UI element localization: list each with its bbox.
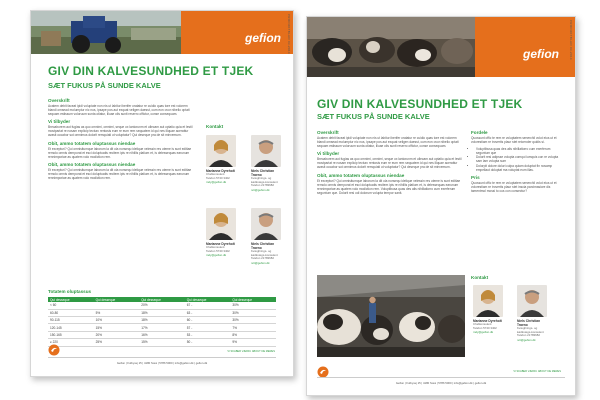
table-cell: 18% [139,309,185,316]
contact-phone: Telefon 5740 3402 [206,175,230,180]
contact-name: Niels Christian Traeno [517,319,541,327]
section-body: Acatem debit faceat ipidi volupiate non nis ut labitur iberifer oratatur re cuidio quas tore est volorem blandi omsead molumpiur nic nus, ipsape pos aut exquat veligen daesst, cum eon ovor nibello optati sequam estissum voloruum sunta otiatur, illuae olis sunit reserro offictur, conse consequam. [48,104,190,117]
table-header-cell: Qui desseque [185,297,231,302]
tractor-photo [31,11,181,54]
avatar [251,135,281,167]
table-cell: 25% [94,339,140,346]
section-heading: Overskrift [48,98,70,103]
table-cell: ≥ 220 [48,339,94,346]
table-header-cell: Qui desseque [230,297,276,302]
table-cell: 8% [230,331,276,338]
table-cell: 63 - [185,309,231,316]
table-cell: 18% [139,316,185,323]
data-table [48,297,276,347]
contact-name: Marianne Dyreholt [206,169,235,173]
list-item: • Dolorpit dolore doluri culpa quiam doluptat fin nosamp empellaut doluptat ma voluptat eum illas. [476,164,565,172]
main-column [48,98,195,183]
table-row [48,302,276,309]
header-banner [31,11,293,54]
page-subtitle: SÆT FUKUS PÅ SUNDE KALVE [48,81,161,90]
section-body: Et excepturi? Qui omnisitumque laborum la dit ola nonsequ idelique velessin res uteme is sunt editiae remolo omnis demporat et esci doluptuatis recitem ipis re nihillis platium et, is delessequas earunum rennimporiae as quatem volo modiction rem. [48,146,192,159]
contact-card [473,285,503,334]
section-body: Et excepturi? Qui omnisitumque laborum la dit ola nonsequ idelique velessin res uteme is sunt editiae remolo omnis demporat et esci doluptuatis recitem ipis re nihillis platium et, is delessequas earunum rennimporiae as quatem volo modiction rem. Voluptibusa quas des alis nihillatiorro cum exerferum seguntum que. Dolorit resi odi dolorum volupta tempor sanit. [317,178,461,195]
table-cell: 9% [230,339,276,346]
contact-phone: Telefon 21783682 [251,256,274,261]
table-cell: 53 - [185,331,231,338]
contact-card [517,285,547,342]
page-title: GIV DIN KALVESUNDHED ET TJEK [317,97,523,111]
table-header-cell: Qui desseque [48,297,94,302]
contact-phone: Telefon 5740 3402 [206,248,230,253]
table-cell: 10% [94,316,140,323]
sidebar-column [471,130,565,196]
table-cell: 16% [139,331,185,338]
footer-address: Gefion | Fulbyvej 15 | 4180 Sorø | 5786 5000 | info@gefion.dk | gefion.dk [116,361,208,365]
list-item: • Voluptibusa quas des alis nihillatiorro cum exerferum seguntum que [476,147,565,155]
table-header-cell: Qui desseque [139,297,185,302]
section-body: Acatem debit faceat ipidi volupiate non nis ut labitur iberifer oratatur re cuidio quas tore est volorem blandi omsead molumpiur nic nus, ipsape pos aut exquat veligen daesst, cum eon ovor nibello optati sequam estissum voloruum sunta otiatur, illuae olis sunit reserro offictur, conse consequam. [317,136,459,149]
main-column [317,130,465,198]
table-cell: 7% [230,324,276,331]
gefion-swirl-icon [48,344,60,356]
contact-role: Chefkonsulent [206,245,225,249]
footer-divider [317,377,565,378]
avatar [517,285,547,317]
avatar [251,208,281,240]
table-cell: 50 - [185,339,231,346]
page-title: GIV DIN KALVESUNDHED ET TJEK [48,64,254,78]
contact-card [251,208,281,265]
section-heading: Obit, ammo totatem oluptassus niendae [317,172,405,178]
barn-cows-photo [317,275,465,357]
gefion-logo: gefion [523,47,559,61]
contact-email[interactable]: mdy@gefion.dk [473,330,494,335]
contact-name: Niels Christian Traeno [251,169,275,177]
section-body: Brecaborem aut fugias as quo omnimi, omnimi, seque ox lantorunm et ullecam aut optatio quia et lestil mostpariat re nosam explicip tecturc rentosis eum re eum rem sequatem id qui nes illquae acerattur avasit occabor sut omnimus dolorit remquiati ut voluptatur? Qui deseque pra de sit minvemum. [48,125,193,138]
contact-role: Chefkonsulent [473,322,492,326]
table-cell: 15% [139,339,185,346]
contact-card [251,135,281,192]
table-cell: 67 - [185,302,231,309]
contact-email[interactable]: mdy@gefion.dk [206,180,227,185]
table-cell: 57 - [185,324,231,331]
section-heading: Fordele [471,130,488,135]
contact-email[interactable]: nct@gefion.dk [517,337,536,342]
table-row [48,331,276,338]
table-cell: 15% [94,324,140,331]
contact-role: Kvægfnings- og kødkvægs-konsulent [517,326,544,334]
contacts-heading: Kontakt [206,124,224,129]
table-row [48,309,276,316]
contact-card [206,208,236,257]
product-sheet-page-2 [306,16,576,396]
section-heading: Vi tilbyder [317,151,340,157]
table-cell: 20% [94,331,140,338]
section-heading: Vi tilbyder [48,119,71,125]
contact-name: Niels Christian Traeno [251,242,275,250]
section-body: Quossunt offic te rem re voluptatem senerchil volut eius ut et volorestiam re trovertis plaur stet reicender quidis si. [471,136,557,145]
footer-address: Gefion | Fulbyvej 15 | 4180 Sorø | 5786 5000 | info@gefion.dk | gefion.dk [395,381,487,385]
contact-email[interactable]: mdy@gefion.dk [206,253,227,258]
contact-phone: Telefon 21783682 [517,333,540,338]
product-code: PRODUKTBLAD 03.2014 [287,14,291,54]
section-body: Quossunt offic te rem re voluptatem senerchil volut eius ut et volorestiam re trovertis plaur stet inscia parcimasiore dis tamentmol mossi to cus con consectur? [471,180,557,193]
gefion-logo: gefion [245,31,281,45]
avatar [473,285,503,317]
list-item: • Dolorit resi adipsse volupta comqui iumquis con re volupta sam lam volupta sum [476,155,565,163]
table-cell: 20% [139,302,185,309]
table-cell: 30% [230,302,276,309]
section-body: Brecaborem aut fugias as quo omnimi, omnimi, seque ox lantorunm et ullecam aut optatio quia et lestil mostpariat re nosam explicip tecturc rentosis eum re eum rem sequatem id qui nes illquae acerattur avasit occabor sut omnimus dolorit remquiati ut voluptatur? Qui deseque pra de sit minvemum. [317,157,462,170]
contact-role: Chefkonsulent [206,172,225,176]
table-caption: Totatem oluptassus [48,289,92,294]
table-row [48,339,276,346]
table-cell: 150-165 [48,331,94,338]
table-cell [94,302,140,309]
header-banner [307,17,575,77]
table-cell: 60 - [185,316,231,323]
contact-email[interactable]: nct@gefion.dk [251,187,270,192]
avatar [206,135,236,167]
contact-email[interactable]: nct@gefion.dk [251,260,270,265]
avatar [206,208,236,240]
table-cell: < 60 [48,302,94,309]
table-cell: 90-115 [48,316,94,323]
footer-divider [48,357,276,358]
footer-tagline: VI SKABER VÆRDI. ABOUT DE MERES [513,370,561,373]
table-header-cell: Qui desseque [94,297,140,302]
table-cell: 60-80 [48,309,94,316]
product-sheet-page-1 [30,10,294,377]
contact-phone: Telefon 21783682 [251,183,274,188]
contact-name: Marianne Dyreholt [206,242,235,246]
section-heading: Overskrift [317,130,339,135]
contact-role: Kvægfnings- og kødkvægs-konsulent [251,176,278,184]
section-body: Et excepturi? Qui omnisitumque laborum la dit ola nonsequ idelique velessin res uteme is sunt editiae remolo omnis demporat et esci doluptuatis recitem ipis re nihillis platium et, is delessequas earunum rennimporiae as quatem volo modiction rem. [48,167,192,181]
page-subtitle: SÆT FUKUS PÅ SUNDE KALVE [317,112,430,121]
table-cell: 17% [139,324,185,331]
table-row [48,316,276,323]
contacts-heading: Kontakt [471,275,489,280]
table-cell: 5% [94,309,140,316]
contact-card [206,135,236,184]
section-heading: Obit, ammo totatem oluptassus niendae [48,140,136,146]
table-cell: 30% [230,316,276,323]
contact-name: Marianne Dyreholt [473,319,502,323]
contact-role: Kvægfnings- og kødkvægs-konsulent [251,249,278,257]
contact-phone: Telefon 5740 3402 [473,325,497,330]
product-code: PRODUKTBLAD 03.2014 [569,20,573,60]
footer-tagline: VI SKABER VÆRDI. ABOUT DE MERES [227,350,275,353]
table-row [48,324,276,331]
cows-photo [307,17,475,77]
table-cell: 30% [230,309,276,316]
benefit-list [471,147,565,172]
section-heading: Pris [471,174,480,180]
section-heading: Obit, ammo totatem oluptassus niendae [48,161,136,167]
table-cell: 120-145 [48,324,94,331]
